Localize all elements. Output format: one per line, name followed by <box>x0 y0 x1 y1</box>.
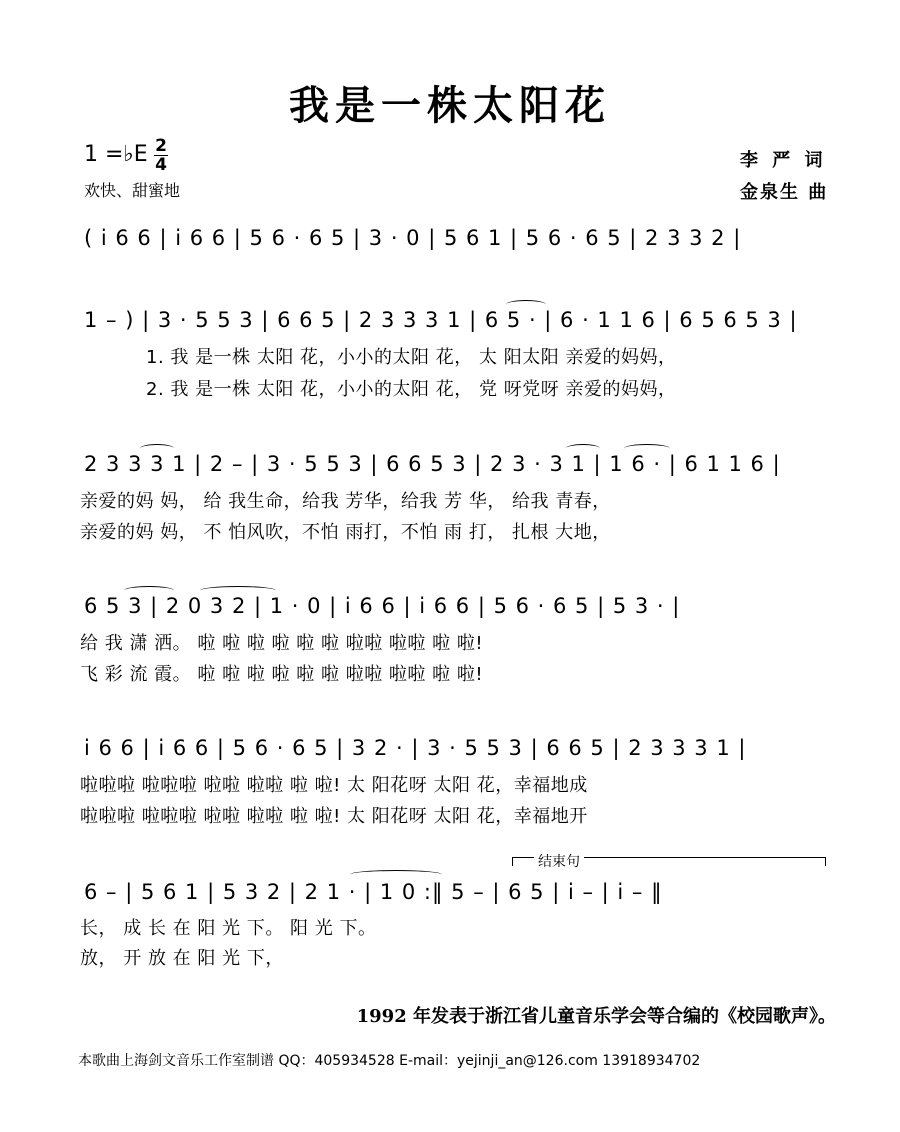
system-4-lyrics-verse-1: 给 我 潇 洒。 啦 啦 啦 啦 啦 啦 啦啦 啦啦 啦 啦! <box>80 633 484 654</box>
system-3-lyrics-verse-2: 亲爱的妈 妈， 不 怕风吹，不怕 雨打，不怕 雨 打， 扎根 大地， <box>80 522 611 543</box>
ending-label: 结束句 <box>534 851 584 871</box>
meter-bottom: 4 <box>155 155 167 175</box>
system-5-lyrics-verse-1: 啦啦啦 啦啦啦 啦啦 啦啦 啦 啦! 太 阳花呀 太阳 花，幸福地成 <box>80 775 588 796</box>
time-signature <box>154 138 168 173</box>
lyricist-credit: 李 严 词 <box>740 150 827 171</box>
slur <box>624 444 670 453</box>
system-5-notes: i 6 6 | i 6 6 | 5 6 · 6 5 | 3 2 · | 3 · 5 5 3 | 6 6 5 | 2 3 3 3 1 | <box>84 736 747 760</box>
slur <box>566 444 600 453</box>
system-6-notes: 6 – | 5 6 1 | 5 3 2 | 2 1 · | 1 0 :‖ 5 – | 6 5 | i – | i – ‖ <box>84 880 663 904</box>
composer-credit: 金泉生 曲 <box>740 182 829 203</box>
footer-credits: 本歌曲上海剑文音乐工作室制谱 QQ：405934528 E-mail：yejinji_an@126.com 13918934702 <box>78 1053 701 1069</box>
slur <box>140 444 174 453</box>
system-4-lyrics-verse-2: 飞 彩 流 霞。 啦 啦 啦 啦 啦 啦 啦啦 啦啦 啦 啦! <box>80 664 484 685</box>
song-title: 我是一株太阳花 <box>289 82 611 129</box>
system-6-lyrics-verse-2: 放， 开 放 在 阳 光 下， <box>80 948 284 969</box>
system-3-lyrics-verse-1: 亲爱的妈 妈， 给 我生命，给我 芳华，给我 芳 华， 给我 青春， <box>80 491 611 512</box>
system-6-lyrics-verse-1: 长， 成 长 在 阳 光 下。 阳 光 下。 <box>80 918 377 939</box>
system-4-notes: 6 5 3 | 2 0 3 2 | 1 · 0 | i 6 6 | i 6 6 | 5 6 · 6 5 | 5 3 · | <box>84 594 681 618</box>
publication-note: 1992 年发表于浙江省儿童音乐学会等合编的《校园歌声》。 <box>356 1006 836 1027</box>
system-2-notes: 1 – ) | 3 · 5 5 3 | 6 6 5 | 2 3 3 3 1 | 6 5 · | 6 · 1 1 6 | 6 5 6 5 3 | <box>84 308 798 332</box>
tempo-marking: 欢快、甜蜜地 <box>84 181 181 200</box>
system-5-lyrics-verse-2: 啦啦啦 啦啦啦 啦啦 啦啦 啦 啦! 太 阳花呀 太阳 花，幸福地开 <box>80 806 588 827</box>
slur <box>506 300 546 309</box>
system-1-notes: ( i 6 6 | i 6 6 | 5 6 · 6 5 | 3 · 0 | 5 6 1 | 5 6 · 6 5 | 2 3 3 2 | <box>84 226 742 250</box>
meter-top: 2 <box>155 136 167 156</box>
slur <box>124 586 174 595</box>
key-signature: 1 =♭E <box>84 142 148 167</box>
slur <box>350 870 442 879</box>
system-3-notes: 2 3 3 3 1 | 2 – | 3 · 5 5 3 | 6 6 5 3 | 2 3 · 3 1 | 1 6 · | 6 1 1 6 | <box>84 452 781 476</box>
system-2-lyrics-verse-1: 1. 我 是一株 太阳 花，小小的太阳 花， 太 阳太阳 亲爱的妈妈， <box>146 347 677 368</box>
system-2-lyrics-verse-2: 2. 我 是一株 太阳 花，小小的太阳 花， 党 呀党呀 亲爱的妈妈， <box>146 379 677 400</box>
slur <box>200 586 276 595</box>
